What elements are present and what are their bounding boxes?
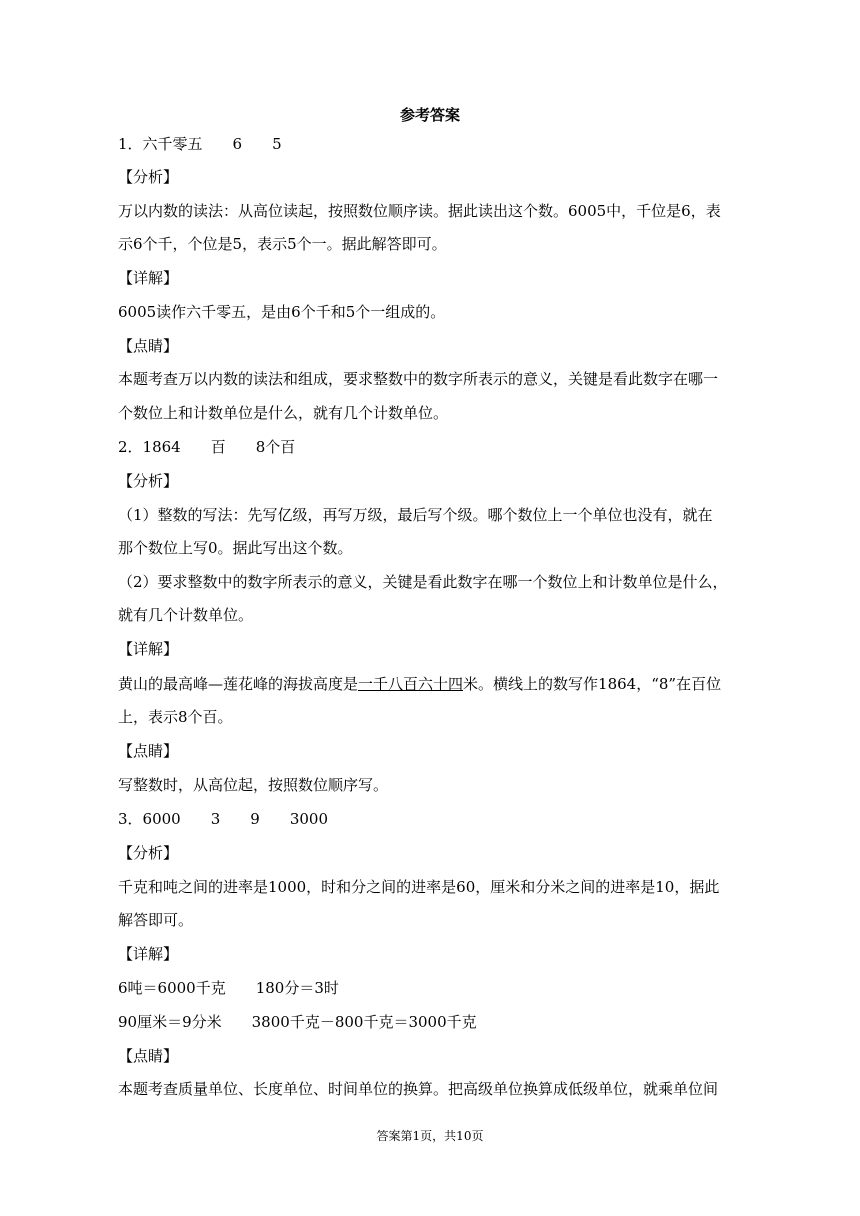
q1-answer-head: 1．六千零五 [118, 135, 203, 153]
q2-analysis-line-1: （1）整数的写法：先写亿级，再写万级，最后写个级。哪个数位上一个单位也没有，就在 [118, 506, 713, 524]
q2-analysis-tag: 【分析】 [118, 472, 179, 490]
q3-answer-line [118, 808, 742, 830]
q3-comment-line-1: 本题考查质量单位、长度单位、时间单位的换算。把高级单位换算成低级单位，就乘单位间 [118, 1080, 719, 1098]
q2-detail-underlined: 一千八百六十四 [358, 675, 464, 693]
q2-answer-2: 百 [210, 438, 226, 456]
q3-detail-eq-4: 3800千克－800千克＝3000千克 [251, 1013, 477, 1031]
q1-answer-3: 5 [272, 135, 282, 153]
q2-analysis-line-2: 那个数位上写0。据此写出这个数。 [118, 539, 353, 557]
q2-detail-tag: 【详解】 [118, 640, 179, 658]
page-title: 参考答案 [399, 106, 460, 124]
q2-comment-tag: 【点睛】 [118, 742, 179, 760]
q3-detail-eq-3: 90厘米＝9分米 [118, 1013, 222, 1031]
q3-detail-eq-2: 180分＝3时 [255, 979, 339, 997]
q1-answer-2: 6 [232, 135, 243, 153]
q2-answer-line [118, 436, 742, 458]
q2-comment-line-1: 写整数时，从高位起，按照数位顺序写。 [118, 776, 389, 794]
q3-answer-3: 9 [250, 810, 260, 828]
q2-detail-text-b: 米。横线上的数写作1864，“8”在百位 [463, 675, 722, 693]
q1-detail-tag: 【详解】 [118, 269, 179, 287]
q2-detail-line-1 [118, 673, 742, 695]
q1-analysis-tag: 【分析】 [118, 168, 179, 186]
q1-analysis-line-2: 示6个千，个位是5，表示5个一。据此解答即可。 [118, 235, 447, 253]
q3-comment-tag: 【点睛】 [118, 1047, 179, 1065]
q3-analysis-tag: 【分析】 [118, 844, 179, 862]
page-footer: 答案第1页，共10页 [376, 1129, 484, 1143]
q3-detail-line-1 [118, 977, 742, 999]
q3-answer-2: 3 [210, 810, 221, 828]
q2-analysis-line-3: （2）要求整数中的数字所表示的意义，关键是看此数字在哪一个数位上和计数单位是什么， [118, 573, 728, 591]
q2-detail-line-2: 上，表示8个百。 [118, 708, 233, 726]
q3-detail-eq-1: 6吨＝6000千克 [118, 979, 226, 997]
q2-answer-3: 8个百 [255, 438, 296, 456]
q3-analysis-line-2: 解答即可。 [118, 911, 194, 929]
q1-comment-line-2: 个数位上和计数单位是什么，就有几个计数单位。 [118, 404, 449, 422]
q3-detail-line-2 [118, 1011, 742, 1033]
q1-detail-line-1: 6005读作六千零五，是由6个千和5个一组成的。 [118, 303, 446, 321]
q1-comment-tag: 【点睛】 [118, 337, 179, 355]
q3-analysis-line-1: 千克和吨之间的进率是1000，时和分之间的进率是60，厘米和分米之间的进率是10，据此 [118, 878, 720, 896]
q2-detail-text-a: 黄山的最高峰—莲花峰的海拔高度是 [118, 675, 359, 693]
q3-detail-tag: 【详解】 [118, 945, 179, 963]
q2-answer-head: 2．1864 [118, 438, 181, 456]
q1-analysis-line-1: 万以内数的读法：从高位读起，按照数位顺序读。据此读出这个数。6005中，千位是6，表 [118, 202, 721, 220]
q2-analysis-line-4: 就有几个计数单位。 [118, 606, 254, 624]
q3-answer-4: 3000 [289, 810, 328, 828]
q1-comment-line-1: 本题考查万以内数的读法和组成，要求整数中的数字所表示的意义，关键是看此数字在哪一 [118, 370, 719, 388]
q1-answer-line [118, 133, 742, 155]
q3-answer-head: 3．6000 [118, 810, 181, 828]
